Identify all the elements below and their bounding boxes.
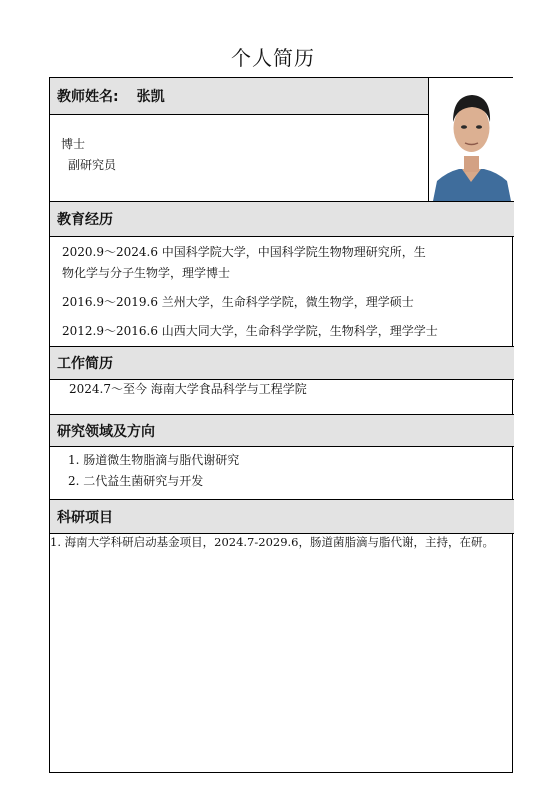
education-item-3: 2012.9～2016.6 山西大同大学，生命科学学院，生物科学，理学学士 [62, 324, 438, 338]
work-header: 工作简历 [50, 346, 514, 380]
research-header: 研究领域及方向 [50, 414, 514, 447]
project-item-1: 1. 海南大学科研启动基金项目，2024.7-2029.6，肠道菌脂滴与脂代谢，主持，在研。 [50, 535, 494, 549]
education-item-2: 2016.9～2019.6 兰州大学，生命科学学院，微生物学，理学硕士 [62, 295, 414, 309]
research-item-2: 2. 二代益生菌研究与开发 [68, 474, 204, 488]
education-header: 教育经历 [50, 201, 514, 237]
position-text: 副研究员 [68, 158, 117, 172]
name-header-row [50, 78, 428, 115]
teacher-name: 张凯 [136, 89, 165, 105]
research-item-1: 1. 肠道微生物脂滴与脂代谢研究 [68, 453, 240, 467]
work-item-1: 2024.7～至今 海南大学食品科学与工程学院 [69, 382, 307, 396]
education-item-1-line2: 物化学与分子生物学，理学博士 [62, 266, 231, 280]
resume-table [49, 77, 513, 773]
name-label: 教师姓名: [57, 89, 119, 105]
portrait-photo [428, 78, 513, 201]
education-item-1-line1: 2020.9～2024.6 中国科学院大学，中国科学院生物物理研究所，生 [62, 245, 426, 259]
projects-header: 科研项目 [50, 499, 514, 534]
degree-text: 博士 [61, 137, 86, 151]
document-title: 个人简历 [231, 46, 315, 70]
